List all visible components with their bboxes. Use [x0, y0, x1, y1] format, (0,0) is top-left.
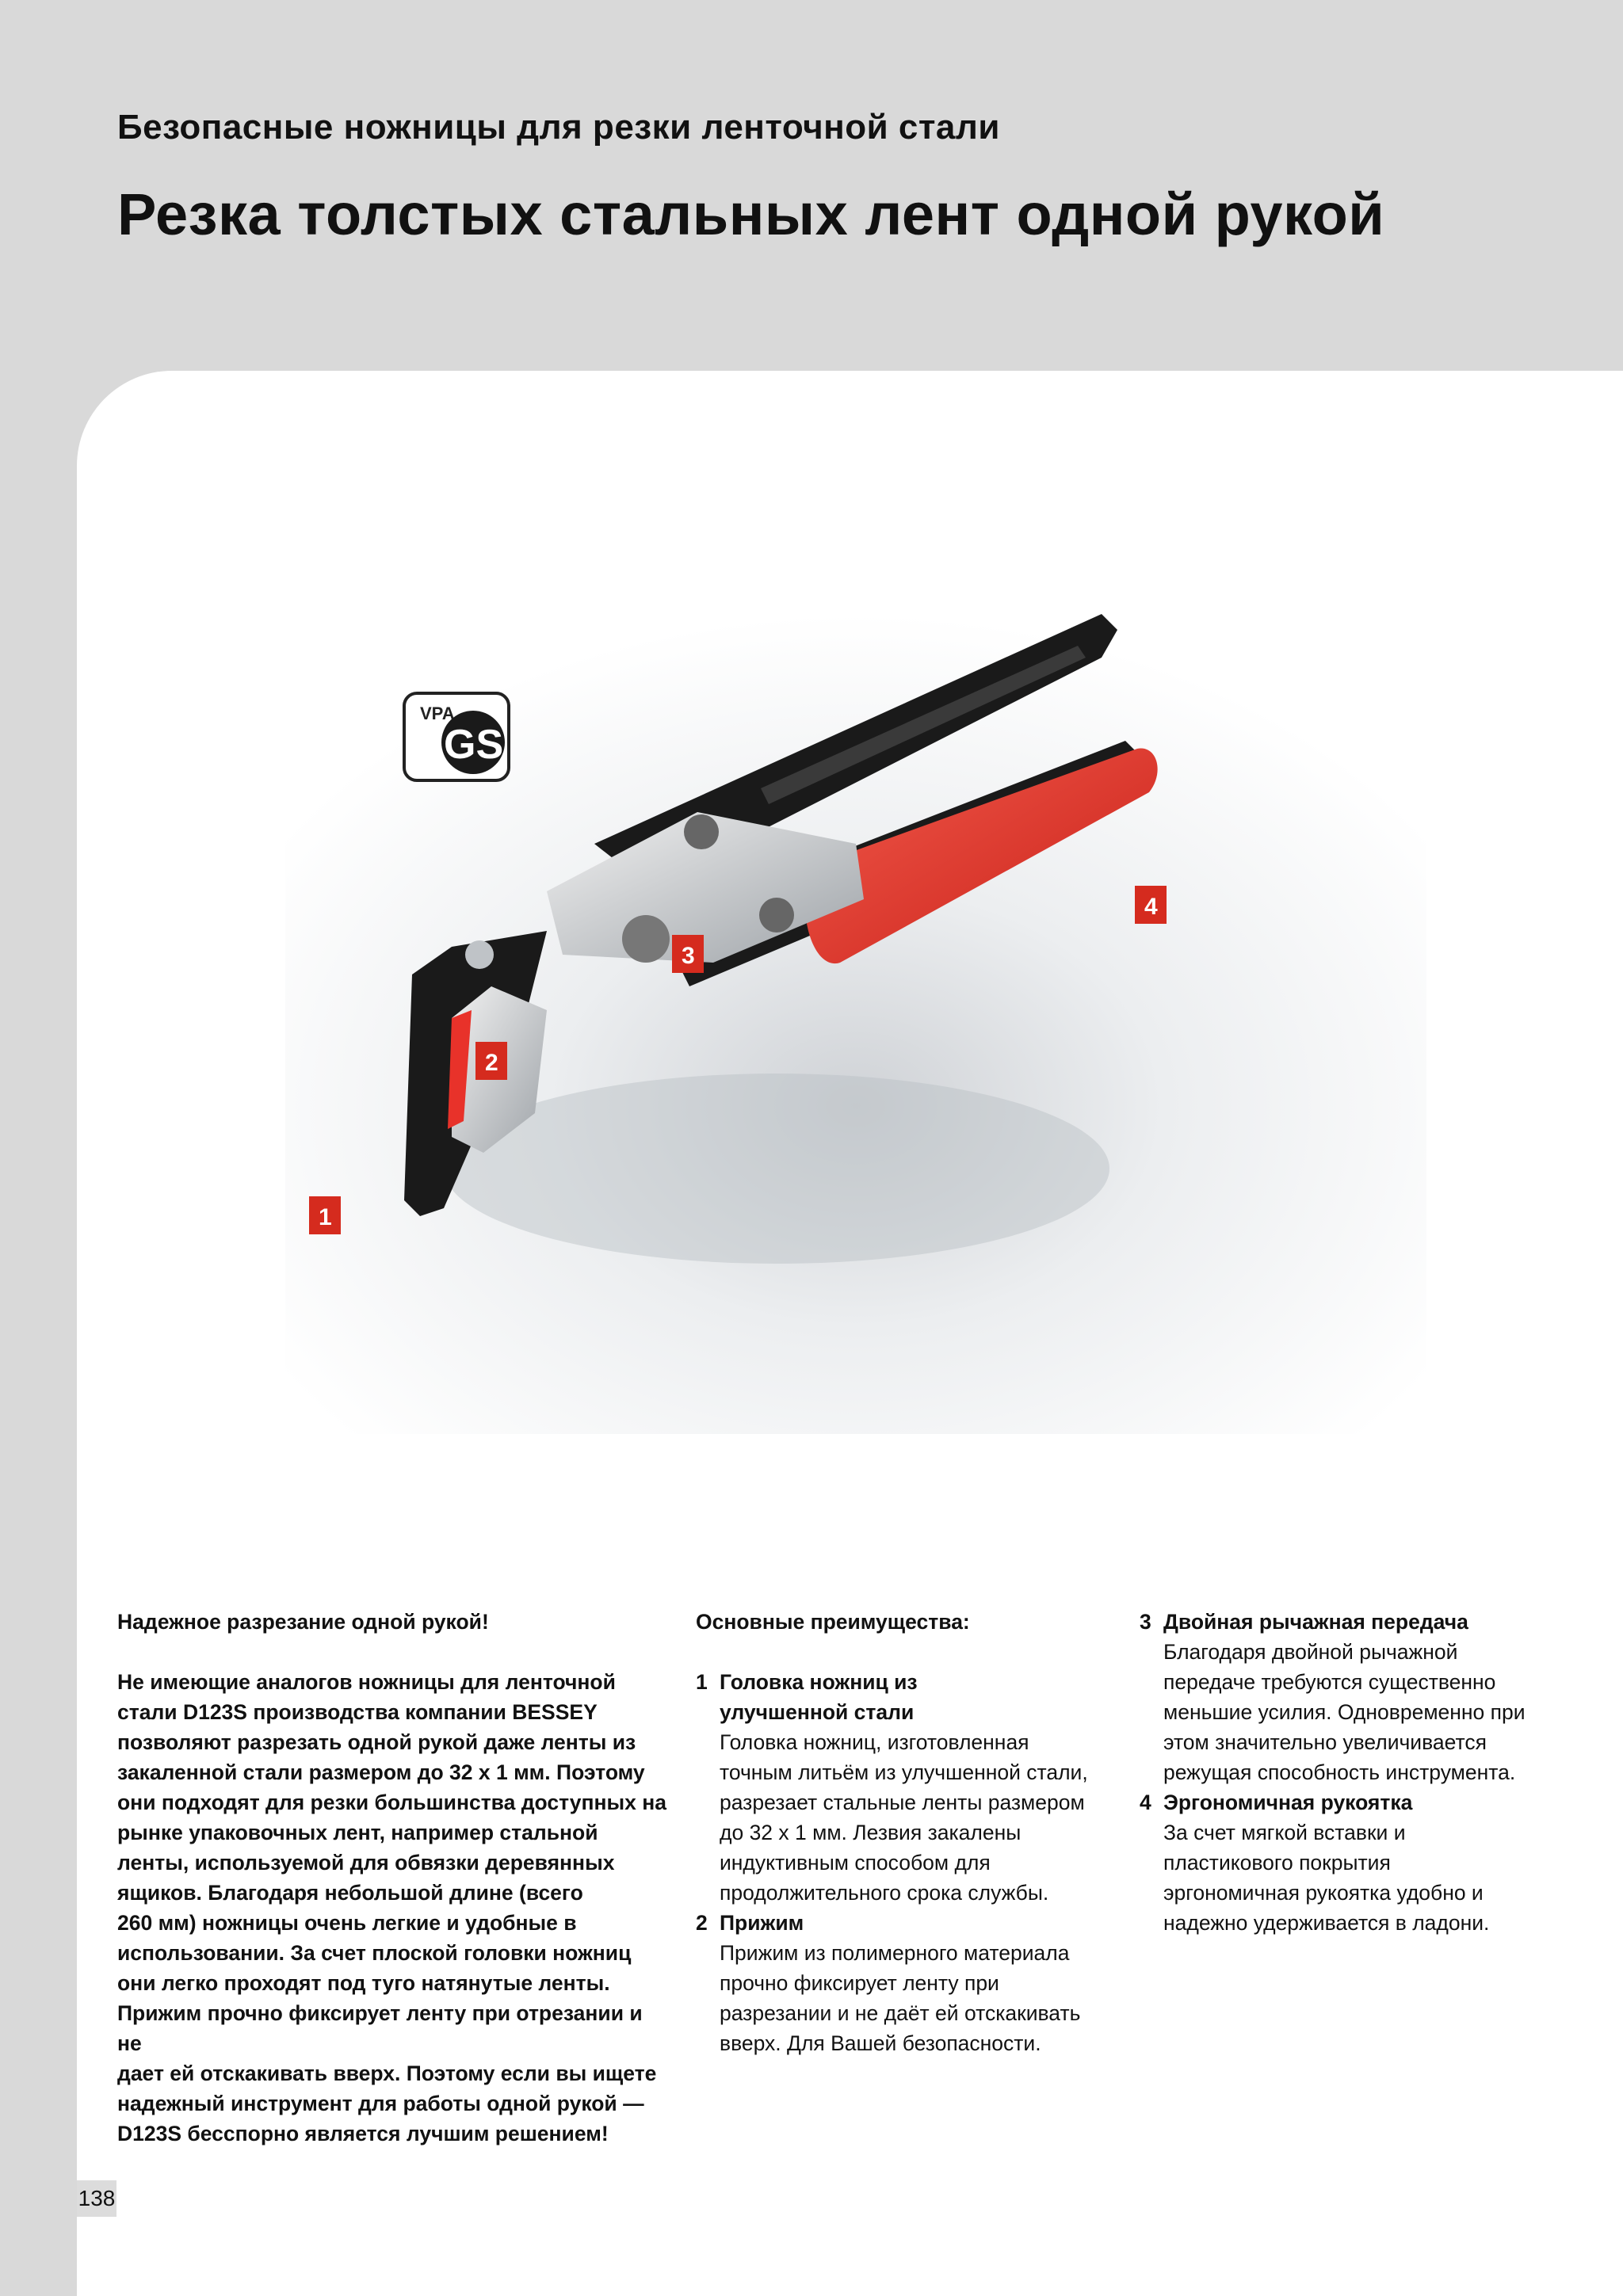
intro-line: ленты, используемой для обвязки деревянных	[117, 1851, 615, 1875]
feature-desc-line: надежно удерживается в ладони.	[1163, 1911, 1490, 1935]
feature-number: 1	[696, 1670, 708, 1694]
feature-desc-line: вверх. Для Вашей безопасности.	[720, 2031, 1041, 2055]
intro-line: дает ей отскакивать вверх. Поэтому если вы ищете	[117, 2061, 657, 2085]
feature-desc-line: За счет мягкой вставки и	[1163, 1821, 1406, 1844]
feature-item-4	[1140, 1787, 1552, 1938]
intro-paragraph	[117, 1667, 672, 2149]
feature-number: 2	[696, 1911, 708, 1935]
feature-title-line: Прижим	[720, 1911, 804, 1935]
feature-desc-line: индуктивным способом для	[720, 1851, 991, 1875]
advantages-column	[696, 1607, 1108, 2058]
intro-line: ящиков. Благодаря небольшой длине (всего	[117, 1881, 583, 1905]
feature-desc-line: прочно фиксирует ленту при	[720, 1971, 999, 1995]
callout-4	[1135, 886, 1167, 924]
feature-desc-line: Головка ножниц, изготовленная	[720, 1730, 1029, 1754]
advantages-heading: Основные преимущества:	[696, 1610, 970, 1634]
feature-desc-line: режущая способность инструмента.	[1163, 1760, 1516, 1784]
feature-title-line: Двойная рычажная передача	[1163, 1610, 1468, 1634]
feature-desc-line: до 32 х 1 мм. Лезвия закалены	[720, 1821, 1022, 1844]
svg-text:3: 3	[682, 943, 695, 969]
feature-title-line: улучшенной стали	[720, 1700, 915, 1724]
intro-line: надежный инструмент для работы одной рукой —	[117, 2092, 644, 2115]
page-number: 138	[77, 2180, 116, 2217]
intro-line: они подходят для резки большинства доступных на	[117, 1791, 666, 1814]
intro-line: они легко проходят под туго натянутые ленты.	[117, 1971, 610, 1995]
feature-item-2	[696, 1908, 1108, 2058]
feature-item-1	[696, 1667, 1108, 1908]
feature-desc-line: разрезает стальные ленты размером	[720, 1791, 1085, 1814]
feature-desc-line: Прижим из полимерного материала	[720, 1941, 1070, 1965]
intro-line: Не имеющие аналогов ножницы для ленточной	[117, 1670, 616, 1694]
callout-2	[475, 1042, 507, 1080]
page-header	[0, 0, 1623, 372]
feature-desc-line: меньшие усилия. Одновременно при	[1163, 1700, 1526, 1724]
intro-line: 260 мм) ножницы очень легкие и удобные в	[117, 1911, 577, 1935]
intro-line: D123S бесспорно является лучшим решением!	[117, 2122, 609, 2145]
svg-text:VPA: VPA	[420, 704, 455, 723]
feature-desc-line: эргономичная рукоятка удобно и	[1163, 1881, 1484, 1905]
svg-text:1: 1	[319, 1204, 332, 1230]
svg-text:2: 2	[485, 1050, 498, 1076]
intro-line: Прижим прочно фиксирует ленту при отрезании и не	[117, 2001, 643, 2055]
page-title: Резка толстых стальных лент одной рукой	[117, 181, 1385, 247]
feature-number: 4	[1140, 1791, 1151, 1814]
page-subtitle: Безопасные ножницы для резки ленточной стали	[117, 108, 1000, 147]
product-photo-shears	[285, 614, 1426, 1434]
feature-title-line: Эргономичная рукоятка	[1163, 1791, 1413, 1814]
intro-line: закаленной стали размером до 32 х 1 мм. Поэтому	[117, 1760, 645, 1784]
svg-text:GS: GS	[444, 722, 504, 768]
callout-1	[309, 1196, 341, 1234]
intro-line: использовании. За счет плоской головки ножниц	[117, 1941, 632, 1965]
feature-desc-line: этом значительно увеличивается	[1163, 1730, 1487, 1754]
feature-item-3	[1140, 1607, 1552, 1787]
intro-line: стали D123S производства компании BESSEY	[117, 1700, 598, 1724]
callout-3	[672, 935, 704, 973]
feature-title-line: Головка ножниц из	[720, 1670, 918, 1694]
feature-desc-line: пластикового покрытия	[1163, 1851, 1391, 1875]
feature-number: 3	[1140, 1610, 1151, 1634]
svg-text:4: 4	[1144, 894, 1158, 920]
vpa-gs-certification-icon	[404, 693, 509, 780]
intro-line: рынке упаковочных лент, например стальной	[117, 1821, 598, 1844]
feature-desc-line: продолжительного срока службы.	[720, 1881, 1049, 1905]
feature-desc-line: разрезании и не даёт ей отскакивать	[720, 2001, 1081, 2025]
intro-column	[117, 1607, 672, 2149]
feature-desc-line: передаче требуются существенно	[1163, 1670, 1496, 1694]
feature-desc-line: Благодаря двойной рычажной	[1163, 1640, 1458, 1664]
feature-desc-line: точным литьём из улучшенной стали,	[720, 1760, 1088, 1784]
advantages-column-continued	[1140, 1607, 1552, 1938]
intro-line: позволяют разрезать одной рукой даже ленты из	[117, 1730, 636, 1754]
intro-heading: Надежное разрезание одной рукой!	[117, 1610, 489, 1634]
